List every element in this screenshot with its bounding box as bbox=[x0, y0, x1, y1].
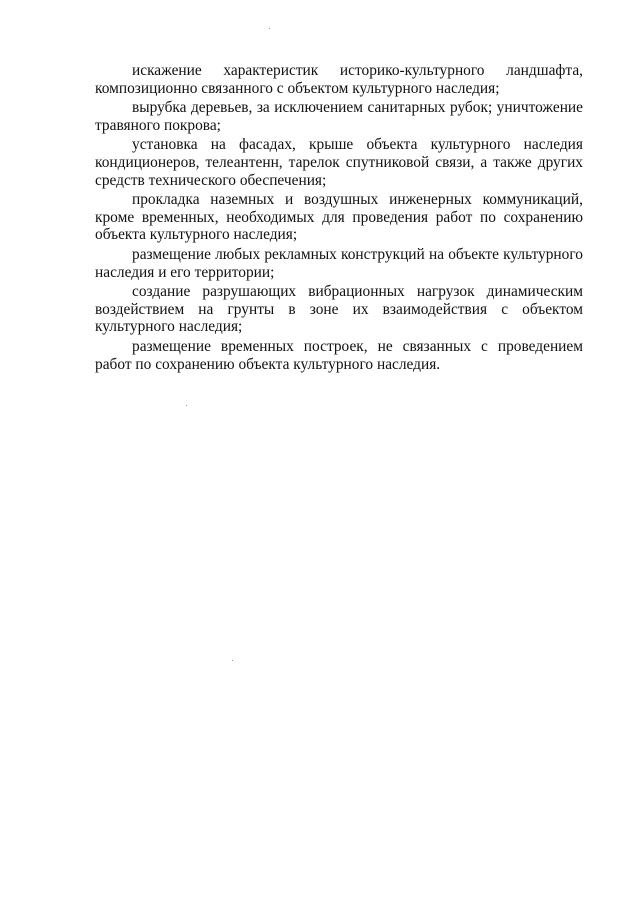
scan-speck bbox=[232, 660, 233, 661]
paragraph-utilities-laying: прокладка наземных и воздушных инженерных коммуникаций, кроме временных, необходимых для проведения работ по сохранению объекта культурного наследия; bbox=[95, 191, 583, 244]
scan-speck bbox=[186, 405, 187, 406]
document-body bbox=[95, 62, 583, 375]
paragraph-vibration-loads: создание разрушающих вибрационных нагрузок динамическим воздействием на грунты в зоне их взаимодействия с объектом культурного наследия; bbox=[95, 283, 583, 336]
scan-speck bbox=[269, 28, 270, 29]
paragraph-tree-felling: вырубка деревьев, за исключением санитарных рубок; уничтожение травяного покрова; bbox=[95, 99, 583, 134]
paragraph-advertising: размещение любых рекламных конструкций на объекте культурного наследия и его территории; bbox=[95, 245, 583, 281]
paragraph-temporary-buildings: размещение временных построек, не связанных с проведением работ по сохранению объекта культурного наследия. bbox=[95, 337, 583, 373]
paragraph-landscape-distortion: искажение характеристик историко-культурного ландшафта, композиционно связанного с объектом культурного наследия; bbox=[95, 62, 583, 97]
paragraph-facade-equipment: установка на фасадах, крыше объекта культурного наследия кондиционеров, телеантенн, тарелок спутниковой связи, а также других средств технического обеспечения; bbox=[95, 136, 583, 189]
